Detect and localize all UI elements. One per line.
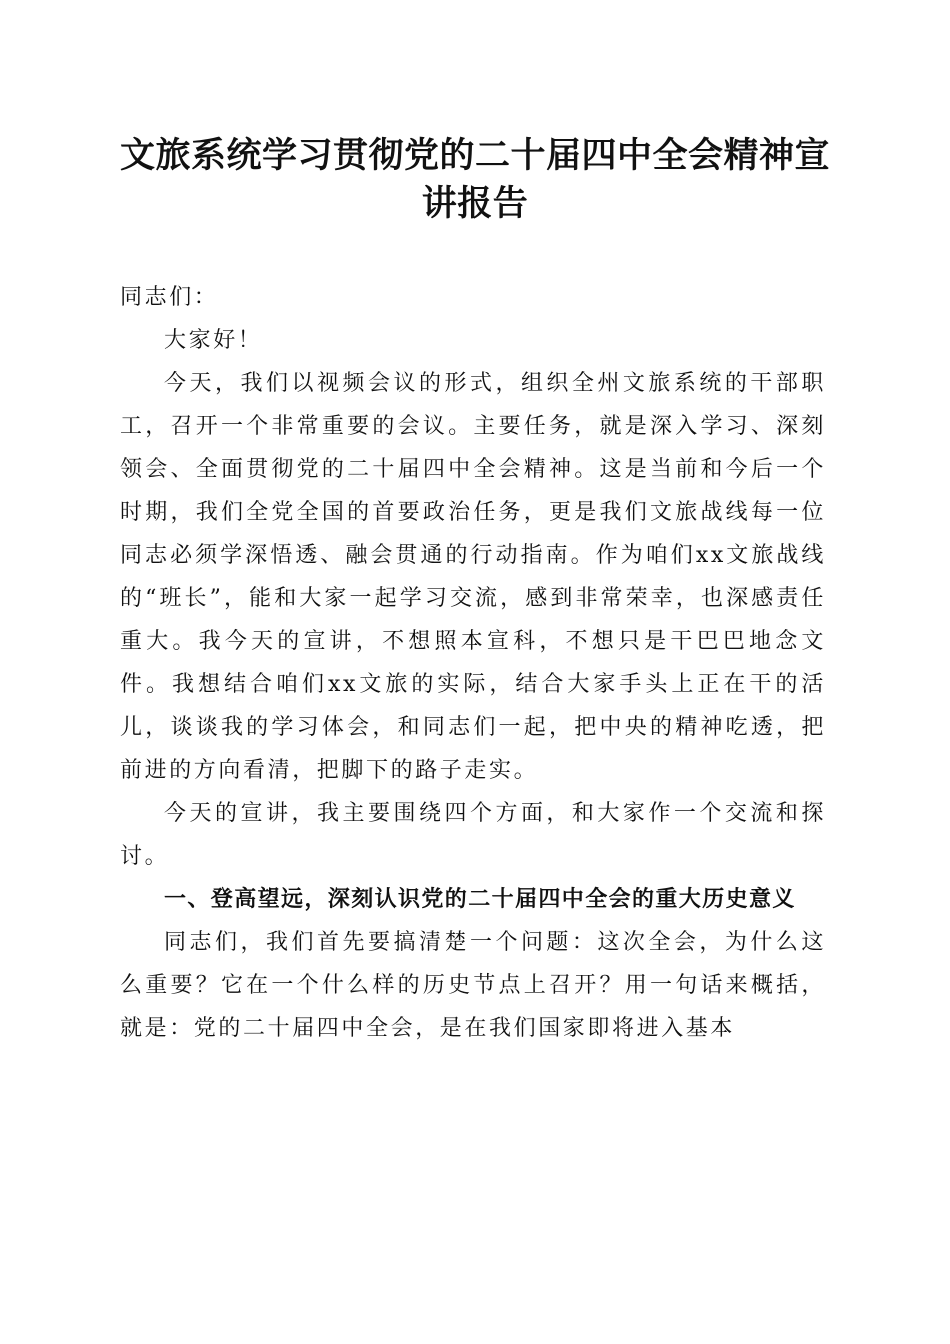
greeting: 大家好！ <box>164 328 263 353</box>
document-title: 文旅系统学习贯彻党的二十届四中全会精神宣讲报告 <box>119 135 830 224</box>
paragraph-intro: 今天，我们以视频会议的形式，组织全州文旅系统的干部职工，召开一个非常重要的会议。主要任务，就是深入学习、深刻领会、全面贯彻党的二十届四中全会精神。这是当前和今后一个时期，我们全党全国的首要政治任务，更是我们文旅战线每一位同志必须学深悟透、融会贯通的行动指南。作为咱们xx文旅战线的“班长”，能和大家一起学习交流，感到非常荣幸，也深感责任重大。我今天的宣讲，不想照本宣科，不想只是干巴巴地念文件。我想结合咱们xx文旅的实际，结合大家手头上正在干的活儿，谈谈我的学习体会，和同志们一起，把中央的精神吃透，把前进的方向看清，把脚下的路子走实。 <box>120 371 826 783</box>
section-heading: 一、登高望远，深刻认识党的二十届四中全会的重大历史意义 <box>164 887 796 912</box>
paragraph-outline: 今天的宣讲，我主要围绕四个方面，和大家作一个交流和探讨。 <box>120 801 826 869</box>
paragraph-section-one: 同志们，我们首先要搞清楚一个问题：这次全会，为什么这么重要？它在一个什么样的历史节点上召开？用一句话来概括，就是：党的二十届四中全会，是在我们国家即将进入基本 <box>120 930 826 1041</box>
salutation: 同志们： <box>120 285 219 310</box>
document-body <box>120 276 826 1050</box>
